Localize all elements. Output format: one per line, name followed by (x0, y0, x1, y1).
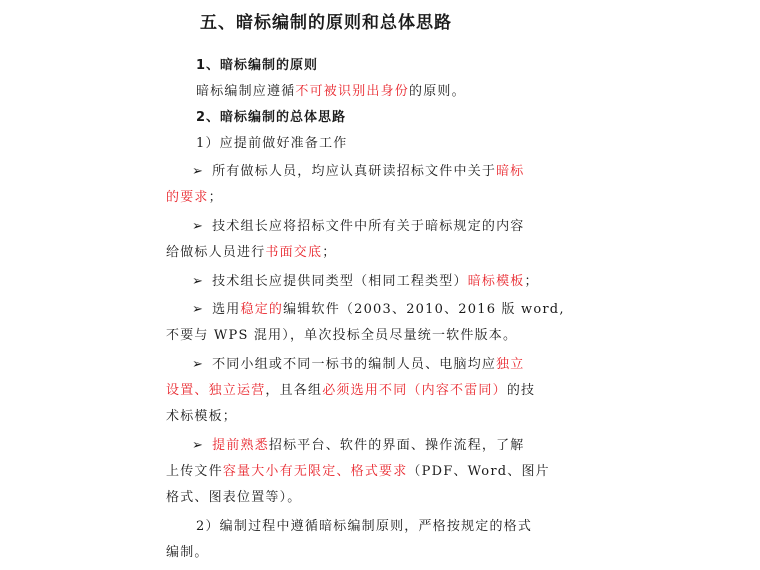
arrow-bullet-icon: ➢ (192, 274, 205, 289)
bullet-2-line-2 (166, 243, 566, 263)
highlight-text: 独立 (496, 357, 525, 372)
text-run: 技术组长应提供同类型（相同工程类型） (212, 274, 468, 289)
text-run: 的原则。 (409, 84, 466, 99)
arrow-bullet-icon: ➢ (192, 219, 205, 234)
bullet-3 (192, 272, 592, 292)
subsection-heading-2: 2、暗标编制的总体思路 (196, 110, 347, 125)
text-run: 上传文件 (166, 464, 223, 479)
bullet-6-line-1 (192, 436, 592, 456)
text-run: ； (524, 274, 539, 289)
highlight-text: 暗标 (496, 164, 525, 179)
bullet-5-line-3: 术标模板； (166, 409, 238, 424)
principle-text (196, 82, 596, 102)
text-run: 的技 (506, 383, 536, 398)
text-run: 暗标编制应遵循 (196, 84, 296, 99)
arrow-bullet-icon: ➢ (192, 302, 205, 317)
bullet-4-line-2: 不要与 WPS 混用），单次投标全员尽量统一软件版本。 (166, 328, 518, 343)
section-title: 五、暗标编制的原则和总体思路 (200, 13, 452, 33)
highlight-text: 的要求 (166, 190, 209, 205)
text-run: 所有做标人员，均应认真研读招标文件中关于 (212, 164, 497, 179)
highlight-text: 容量大小有无限定、格式要求 (222, 464, 408, 479)
subsection-heading-1: 1、暗标编制的原则 (196, 58, 319, 73)
highlight-text: 暗标模板 (467, 274, 525, 289)
arrow-bullet-icon: ➢ (192, 438, 205, 453)
text-run: ，且各组 (265, 383, 323, 398)
arrow-bullet-icon: ➢ (192, 164, 205, 179)
paragraph-2-line-1: 2）编制过程中遵循暗标编制原则，严格按规定的格式 (196, 519, 533, 534)
arrow-bullet-icon: ➢ (192, 357, 205, 372)
text-run: 招标平台、软件的界面、操作流程，了解 (268, 438, 525, 453)
bullet-5-line-2 (166, 381, 566, 401)
highlight-text: 必须选用不同（内容不雷同） (322, 383, 507, 398)
paragraph-1: 1）应提前做好准备工作 (196, 136, 348, 151)
text-run: 不同小组或不同一标书的编制人员、电脑均应 (212, 357, 497, 372)
highlight-text: 稳定的 (240, 302, 284, 317)
text-run: 给做标人员进行 (166, 245, 266, 260)
text-run: ； (322, 245, 337, 260)
text-run: 编辑软件（2003、2010、2016 版 word, (283, 302, 565, 317)
text-run: （PDF、Word、图片 (407, 464, 550, 479)
highlight-text: 不可被识别出身份 (295, 84, 410, 99)
highlight-text: 设置、独立运营 (166, 383, 266, 398)
bullet-1-line-2 (166, 188, 566, 208)
text-run: 选用 (212, 302, 241, 317)
paragraph-2-line-2: 编制。 (166, 545, 209, 560)
bullet-4-line-1 (192, 300, 592, 320)
highlight-text: 提前熟悉 (212, 438, 269, 453)
bullet-2-line-1 (192, 217, 592, 237)
bullet-6-line-3: 格式、图表位置等）。 (166, 490, 302, 505)
bullet-6-line-2 (166, 462, 566, 482)
text-run: 技术组长应将招标文件中所有关于暗标规定的内容 (212, 219, 525, 234)
bullet-5-line-1 (192, 355, 592, 375)
highlight-text: 书面交底 (265, 245, 323, 260)
bullet-1-line-1 (192, 162, 592, 182)
text-run: ； (208, 190, 223, 205)
